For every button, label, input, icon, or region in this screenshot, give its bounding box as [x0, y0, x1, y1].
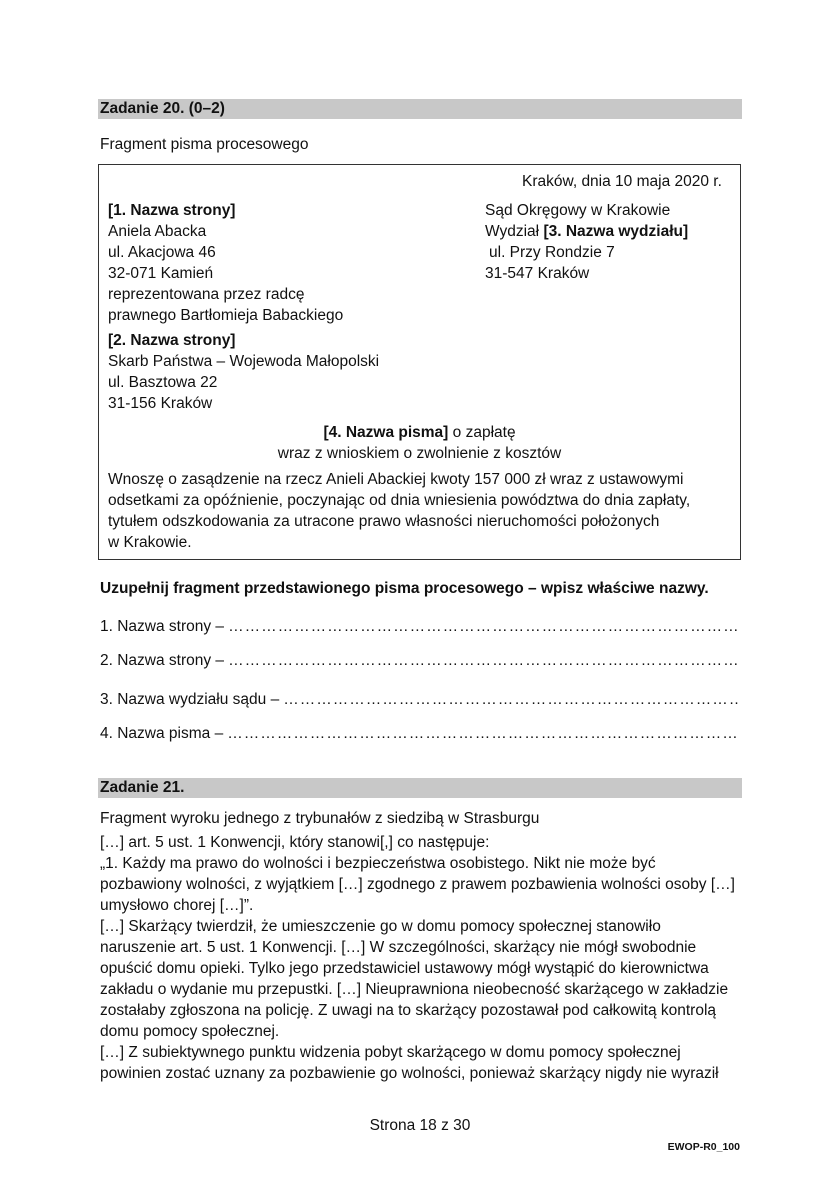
text-line: opuścić domu opieki. Tylko jego przedstawiciel ustawowy mógł wystąpić do kierownictwa: [100, 960, 709, 977]
answer-label: 1. Nazwa strony –: [100, 618, 225, 635]
text-line: powinien zostać uznany za pozbawienie go wolności, ponieważ skarżący nigdy nie wyraził: [100, 1065, 719, 1082]
task21-intro: Fragment wyroku jednego z trybunałów z siedzibą w Strasburgu: [100, 810, 540, 827]
text-line: zakładu o wydanie mu przepustki. […] Nieuprawniona nieobecność skarżącego w zakładzie: [100, 981, 729, 998]
text-line: zostałaby zgłoszona na policję. Z uwagi na to skarżący pozostawał pod całkowitą kontrolą: [100, 1002, 717, 1019]
party2-block: [108, 330, 379, 414]
answer-label: 4. Nazwa pisma –: [100, 725, 224, 742]
party2-line: 31-156 Kraków: [108, 395, 213, 412]
text-line: „1. Każdy ma prawo do wolności i bezpieczeństwa osobistego. Nikt nie może być: [100, 855, 656, 872]
letter-body-line: odsetkami za opóźnienie, poczynając od dnia wniesienia powództwa do dnia zapłaty,: [108, 492, 691, 509]
letter-body-line: w Krakowie.: [108, 534, 192, 551]
answer-dots: [283, 690, 740, 710]
answer-line-2[interactable]: [100, 651, 740, 671]
party2-label: [2. Nazwa strony]: [108, 332, 236, 349]
letter-date: Kraków, dnia 10 maja 2020 r.: [522, 173, 722, 190]
text-line: umysłowo chorej […]”.: [100, 897, 254, 914]
court-city: 31-547 Kraków: [485, 265, 590, 282]
letter-body: [108, 469, 690, 553]
department-label: [3. Nazwa wydziału]: [543, 223, 689, 240]
text-line: […] Skarżący twierdził, że umieszczenie go w domu pomocy społecznej stanowiło: [100, 918, 661, 935]
letter-title: [98, 422, 741, 464]
answer-label: 2. Nazwa strony –: [100, 652, 225, 669]
text-line: domu pomocy społecznej.: [100, 1023, 280, 1040]
task20-intro: Fragment pisma procesowego: [100, 136, 309, 153]
answer-line-1[interactable]: [100, 617, 740, 637]
answer-dots: [227, 724, 740, 744]
answer-label: 3. Nazwa wydziału sądu –: [100, 691, 280, 708]
text-line: […] Z subiektywnego punktu widzenia pobyt skarżącego w domu pomocy społecznej: [100, 1044, 681, 1061]
task20-header: Zadanie 20. (0–2): [98, 99, 742, 119]
letter-body-line: tytułem odszkodowania za utracone prawo własności nieruchomości położonych: [108, 513, 660, 530]
court-name: Sąd Okręgowy w Krakowie: [485, 202, 671, 219]
letter-body-line: Wnoszę o zasądzenie na rzecz Anieli Abackiej kwoty 157 000 zł wraz z ustawowymi: [108, 471, 684, 488]
party1-line: prawnego Bartłomieja Babackiego: [108, 307, 344, 324]
answer-line-4[interactable]: [100, 724, 740, 744]
party2-line: Skarb Państwa – Wojewoda Małopolski: [108, 353, 380, 370]
text-line: naruszenie art. 5 ust. 1 Konwencji. […] W szczególności, skarżący nie mógł swobodnie: [100, 939, 697, 956]
party1-label: [1. Nazwa strony]: [108, 202, 236, 219]
court-department: Wydział [3. Nazwa wydziału]: [485, 223, 689, 240]
letter-subtitle: wraz z wnioskiem o zwolnienie z kosztów: [277, 445, 562, 462]
document-code: EWOP-R0_100: [667, 1141, 740, 1153]
court-block: [485, 200, 688, 284]
text-line: pozbawiony wolności, z wyjątkiem […] zgodnego z prawem pozbawienia wolności osoby […]: [100, 876, 735, 893]
party1-line: 32-071 Kamień: [108, 265, 214, 282]
task21-header: Zadanie 21.: [98, 778, 742, 798]
party1-block: [108, 200, 343, 326]
answer-line-3[interactable]: [100, 690, 740, 710]
party2-line: ul. Basztowa 22: [108, 374, 218, 391]
page-number: Strona 18 z 30: [369, 1117, 471, 1134]
text-line: […] art. 5 ust. 1 Konwencji, który stanowi[,] co następuje:: [100, 834, 490, 851]
title-label: [4. Nazwa pisma]: [323, 424, 449, 441]
party1-line: reprezentowana przez radcę: [108, 286, 305, 303]
party1-line: ul. Akacjowa 46: [108, 244, 216, 261]
letter-title-line: [4. Nazwa pisma] o zapłatę: [323, 424, 516, 441]
task20-instruction: Uzupełnij fragment przedstawionego pisma procesowego – wpisz właściwe nazwy.: [100, 580, 709, 597]
answer-dots: [228, 617, 740, 637]
answer-dots: [228, 651, 740, 671]
task21-text: [100, 832, 740, 1084]
court-street: ul. Przy Rondzie 7: [489, 244, 615, 261]
party1-line: Aniela Abacka: [108, 223, 207, 240]
